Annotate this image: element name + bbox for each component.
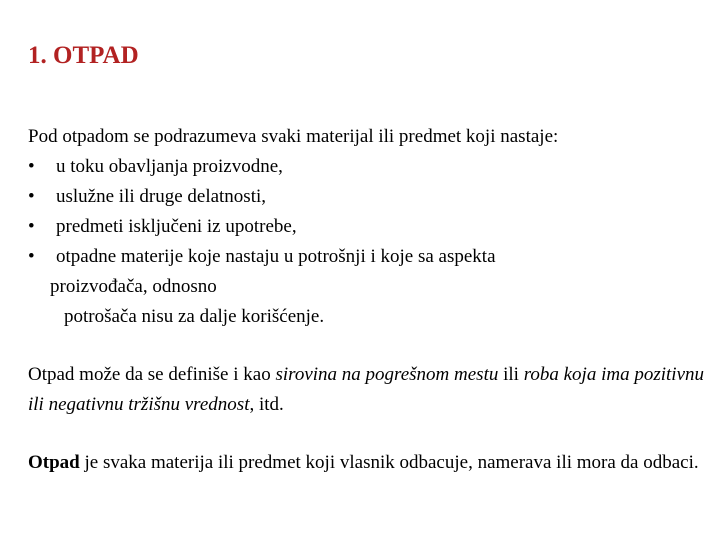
definition-text bbox=[28, 360, 708, 420]
bullet-text: uslužne ili druge delatnosti, bbox=[56, 186, 267, 207]
bullet-continuation: potrošača nisu za dalje korišćenje. bbox=[64, 306, 325, 327]
bullet-text: otpadne materije koje nastaju u potrošnji i koje sa aspekta bbox=[56, 246, 496, 267]
otpad-text bbox=[28, 448, 708, 478]
bullet-text: u toku obavljanja proizvodne, bbox=[56, 156, 283, 177]
italic-term: sirovina na pogrešnom mestu bbox=[275, 364, 499, 385]
bullet-text: predmeti isključeni iz upotrebe, bbox=[56, 216, 297, 237]
otpad-paragraph bbox=[28, 448, 708, 478]
bullet-continuation: proizvođača, odnosno bbox=[50, 276, 217, 297]
definition-paragraph bbox=[28, 360, 708, 420]
bullet-item bbox=[28, 152, 708, 182]
bullet-icon: • bbox=[28, 246, 35, 267]
intro-text: Pod otpadom se podrazumeva svaki materijal ili predmet koji nastaje: bbox=[28, 126, 559, 147]
text-run: ili bbox=[498, 364, 524, 385]
text-run: , itd. bbox=[249, 394, 284, 415]
text-run: je svaka materija ili predmet koji vlasnik odbacuje, namerava ili mora da odbaci. bbox=[79, 452, 699, 473]
bullet-item bbox=[28, 182, 708, 212]
slide-body bbox=[28, 122, 708, 478]
bullet-icon: • bbox=[28, 216, 35, 237]
bullet-item bbox=[28, 242, 708, 272]
italic-term: roba koja ima pozitivnu ili negativnu tržišnu vrednost bbox=[28, 364, 705, 415]
bullet-item bbox=[28, 212, 708, 242]
text-run: Otpad može da se definiše i kao bbox=[28, 364, 276, 385]
bullet-icon: • bbox=[28, 186, 35, 207]
bullet-icon: • bbox=[28, 156, 35, 177]
bold-term: Otpad bbox=[28, 452, 80, 473]
slide-title: 1. OTPAD bbox=[28, 42, 139, 69]
